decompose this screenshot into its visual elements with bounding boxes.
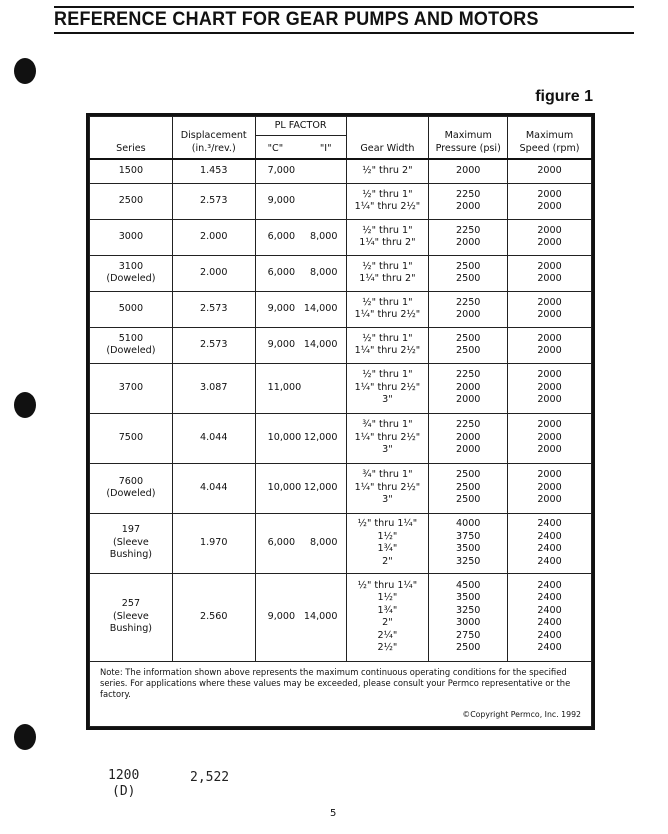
cell-pl-i: 12,000 (301, 413, 346, 463)
cell-displacement: 3.087 (172, 363, 255, 413)
cell-gear-width-line: 2" (382, 617, 393, 628)
cell-series (90, 573, 173, 661)
cell-max-pressure-line: 2250 (455, 296, 481, 308)
cell-max-pressure-line: 2000 (455, 201, 481, 212)
header-pressure-line2: Pressure (psi) (435, 142, 501, 154)
header-pl-c: "C" (255, 136, 300, 160)
cell-max-pressure (429, 573, 508, 661)
cell-series-line: 7600 (118, 475, 144, 487)
table-row (90, 513, 592, 573)
cell-gear-width (346, 363, 429, 413)
cell-gear-width (346, 573, 429, 661)
cell-gear-width-line: 1¾" (377, 604, 398, 616)
cell-max-speed-line: 2400 (537, 530, 562, 542)
cell-series-line: 3100 (118, 260, 144, 272)
title-rule-bottom (54, 32, 634, 34)
cell-max-speed (508, 413, 592, 463)
cell-pl-c: 9,000 (255, 573, 300, 661)
table-row (90, 183, 592, 219)
binder-hole-icon (14, 724, 36, 750)
note-text: Note: The information shown above represents the maximum continuous operating conditions for the specified series. For applications where these values may be exceeded, please consult your Permco representative or the factory. (100, 666, 571, 699)
cell-max-pressure-line: 4000 (455, 518, 481, 529)
table-row (90, 463, 592, 513)
cell-gear-width (346, 183, 429, 219)
cell-displacement: 2.573 (172, 183, 255, 219)
cell-max-speed-line: 2000 (537, 260, 562, 272)
cell-series-line: (Doweled) (106, 273, 156, 284)
cell-max-pressure-line: 2250 (455, 369, 481, 381)
page-title: REFERENCE CHART FOR GEAR PUMPS AND MOTORS (54, 8, 539, 30)
cell-gear-width-line: 2½" (377, 642, 398, 653)
cell-pl-i: 14,000 (301, 327, 346, 363)
cell-gear-width-line: 1¼" thru 2½" (354, 481, 421, 493)
cell-gear-width-line: ¾" thru 1" (362, 469, 413, 481)
cell-gear-width-line: ½" thru 1" (362, 296, 413, 308)
cell-max-speed-line: 2400 (537, 629, 562, 641)
header-series: Series (90, 117, 173, 160)
cell-series-line: 2500 (118, 194, 144, 206)
cell-series (90, 219, 173, 255)
cell-max-speed-line: 2400 (537, 642, 562, 653)
cell-pl-c: 7,000 (255, 159, 300, 183)
cell-max-pressure-line: 4500 (455, 579, 481, 591)
cell-pl-i: 8,000 (301, 255, 346, 291)
cell-max-pressure-line: 2000 (455, 431, 481, 443)
cell-series-line: 197 (121, 524, 141, 536)
cell-max-speed-line: 2000 (537, 309, 562, 320)
cell-max-speed-line: 2400 (537, 604, 562, 616)
cell-max-speed-line: 2000 (537, 469, 562, 481)
cell-gear-width-line: 3" (382, 494, 393, 506)
cell-series (90, 463, 173, 513)
cell-series (90, 159, 173, 183)
cell-max-pressure (429, 513, 508, 573)
cell-max-speed (508, 183, 592, 219)
cell-gear-width (346, 463, 429, 513)
cell-max-speed (508, 219, 592, 255)
cell-series-line: 257 (121, 598, 141, 610)
cell-gear-width-line: 1¼" thru 2" (359, 273, 416, 284)
cell-max-pressure (429, 363, 508, 413)
cell-max-speed-line: 2000 (537, 381, 562, 393)
cell-max-speed-line: 2000 (537, 394, 562, 406)
cell-pl-i: 8,000 (301, 219, 346, 255)
reference-table (86, 113, 595, 730)
cell-max-speed-line: 2000 (537, 419, 562, 431)
cell-series-line: Bushing) (109, 549, 153, 561)
cell-max-speed-line: 2000 (537, 273, 562, 284)
cell-max-speed-line: 2000 (537, 345, 562, 356)
cell-displacement: 2.573 (172, 291, 255, 327)
cell-pl-c: 9,000 (255, 291, 300, 327)
table-row (90, 327, 592, 363)
header-pl-i: "I" (301, 136, 346, 160)
cell-series (90, 327, 173, 363)
cell-gear-width-line: 1¼" thru 2½" (354, 345, 421, 356)
cell-series-line: 7500 (118, 431, 144, 443)
cell-displacement: 4.044 (172, 463, 255, 513)
cell-gear-width-line: 1¼" thru 2½" (354, 381, 421, 393)
cell-max-pressure (429, 183, 508, 219)
cell-gear-width-line: 1½" (377, 530, 398, 542)
cell-pl-i (301, 183, 346, 219)
cell-pl-c: 6,000 (255, 255, 300, 291)
cell-series-line: 5100 (118, 332, 144, 344)
cell-gear-width (346, 255, 429, 291)
cell-gear-width (346, 219, 429, 255)
cell-series-line: 5000 (118, 302, 144, 314)
cell-gear-width-line: 2" (382, 555, 393, 567)
cell-pl-c: 6,000 (255, 219, 300, 255)
header-pl-factor: PL FACTOR (255, 117, 346, 136)
cell-max-pressure (429, 159, 508, 183)
cell-max-speed (508, 573, 592, 661)
cell-max-speed (508, 291, 592, 327)
cell-max-pressure-line: 2500 (455, 273, 481, 284)
cell-gear-width-line: 2¼" (377, 629, 398, 641)
cell-series (90, 291, 173, 327)
cell-gear-width-line: ½" thru 1" (362, 369, 413, 381)
table-row (90, 159, 592, 183)
cell-pl-i (301, 363, 346, 413)
cell-max-speed (508, 159, 592, 183)
cell-gear-width (346, 327, 429, 363)
cell-gear-width-line: 1¼" thru 2" (359, 237, 416, 248)
cell-pl-i: 8,000 (301, 513, 346, 573)
cell-max-pressure-line: 2000 (455, 165, 481, 176)
header-speed-line2: Speed (rpm) (519, 142, 580, 154)
cell-max-speed-line: 2000 (537, 431, 562, 443)
cell-max-speed-line: 2000 (537, 201, 562, 212)
cell-max-pressure (429, 463, 508, 513)
cell-series-line: (Sleeve (112, 610, 149, 622)
cell-max-speed (508, 513, 592, 573)
cell-gear-width-line: ½" thru 2" (362, 165, 413, 176)
cell-max-speed-line: 2000 (537, 165, 562, 176)
cell-gear-width-line: 1¼" thru 2½" (354, 201, 421, 212)
cell-max-pressure-line: 2250 (455, 188, 481, 200)
cell-max-pressure (429, 327, 508, 363)
header-gear-width: Gear Width (346, 117, 429, 160)
cell-gear-width (346, 291, 429, 327)
cell-displacement: 1.970 (172, 513, 255, 573)
cell-max-pressure-line: 3000 (455, 617, 481, 628)
header-displacement-line1: Displacement (180, 130, 247, 141)
cell-max-pressure-line: 2500 (455, 481, 481, 493)
cell-max-pressure (429, 255, 508, 291)
cell-max-speed-line: 2000 (537, 369, 562, 381)
cell-pl-c: 10,000 (255, 463, 300, 513)
cell-gear-width (346, 413, 429, 463)
cell-pl-i: 14,000 (301, 573, 346, 661)
cell-gear-width-line: ½" thru 1" (362, 188, 413, 200)
cell-gear-width (346, 159, 429, 183)
cell-gear-width-line: 1¼" thru 2½" (354, 309, 421, 320)
cell-series (90, 363, 173, 413)
cell-max-speed (508, 363, 592, 413)
header-displacement (172, 117, 255, 160)
table-row (90, 255, 592, 291)
cell-pl-c: 10,000 (255, 413, 300, 463)
cell-max-speed-line: 2400 (537, 543, 562, 554)
header-pressure-line1: Maximum (444, 130, 492, 141)
cell-max-pressure-line: 2750 (455, 629, 481, 641)
cell-pl-c: 6,000 (255, 513, 300, 573)
cell-gear-width-line: ½" thru 1" (362, 224, 413, 236)
table-row (90, 291, 592, 327)
header-max-speed (508, 117, 592, 160)
table-row (90, 573, 592, 661)
cell-gear-width-line: ¾" thru 1" (362, 419, 413, 431)
cell-series (90, 183, 173, 219)
cell-pl-i: 14,000 (301, 291, 346, 327)
cell-max-speed-line: 2400 (537, 518, 562, 529)
table-row (90, 219, 592, 255)
cell-gear-width-line: 1½" (377, 592, 398, 603)
table-row (90, 363, 592, 413)
binder-hole-icon (14, 58, 36, 84)
cell-max-speed-line: 2400 (537, 555, 562, 567)
cell-max-pressure-line: 2000 (455, 444, 481, 456)
cell-series-line: 3700 (118, 381, 144, 393)
cell-max-pressure-line: 2500 (455, 332, 481, 344)
handwritten-series: 1200 (108, 768, 140, 783)
handwritten-doweled: (D) (112, 784, 136, 799)
cell-series-line: (Doweled) (106, 488, 156, 499)
cell-max-pressure-line: 3250 (455, 555, 481, 567)
cell-gear-width-line: ½" thru 1¼" (357, 518, 418, 529)
cell-max-pressure-line: 2000 (455, 237, 481, 248)
cell-series-line: (Doweled) (106, 345, 156, 356)
cell-max-pressure-line: 2500 (455, 260, 481, 272)
cell-gear-width-line: 1¾" (377, 543, 398, 554)
cell-max-pressure-line: 3250 (455, 604, 481, 616)
cell-gear-width-line: 1¼" thru 2½" (354, 431, 421, 443)
binder-hole-icon (14, 392, 36, 418)
cell-displacement: 2.560 (172, 573, 255, 661)
cell-series-line: 1500 (118, 165, 144, 176)
header-displacement-line2: (in.³/rev.) (191, 142, 236, 154)
cell-pl-c: 11,000 (255, 363, 300, 413)
cell-max-pressure-line: 2500 (455, 494, 481, 506)
table-row (90, 413, 592, 463)
cell-max-pressure-line: 2000 (455, 394, 481, 406)
cell-max-speed-line: 2400 (537, 592, 562, 603)
cell-max-pressure-line: 2500 (455, 642, 481, 653)
cell-max-speed-line: 2000 (537, 494, 562, 506)
cell-pl-c: 9,000 (255, 327, 300, 363)
cell-series-line: Bushing) (109, 623, 153, 635)
figure-label: figure 1 (535, 88, 593, 105)
cell-max-pressure-line: 2000 (455, 381, 481, 393)
cell-max-pressure-line: 3500 (455, 543, 481, 554)
cell-max-speed-line: 2000 (537, 332, 562, 344)
note-cell (90, 661, 592, 726)
cell-series (90, 255, 173, 291)
cell-max-speed-line: 2000 (537, 296, 562, 308)
cell-max-pressure (429, 413, 508, 463)
cell-max-speed-line: 2000 (537, 188, 562, 200)
cell-max-speed (508, 255, 592, 291)
cell-max-pressure-line: 3500 (455, 592, 481, 603)
cell-max-pressure-line: 2500 (455, 345, 481, 356)
cell-displacement: 2.573 (172, 327, 255, 363)
cell-max-pressure (429, 291, 508, 327)
cell-pl-i (301, 159, 346, 183)
page-number: 5 (330, 808, 337, 819)
cell-max-pressure-line: 3750 (455, 530, 481, 542)
cell-gear-width-line: 3" (382, 394, 393, 406)
cell-max-speed-line: 2000 (537, 481, 562, 493)
cell-max-pressure-line: 2250 (455, 419, 481, 431)
cell-gear-width-line: ½" thru 1¼" (357, 579, 418, 591)
cell-max-speed-line: 2000 (537, 237, 562, 248)
cell-max-speed-line: 2400 (537, 579, 562, 591)
cell-max-pressure-line: 2000 (455, 309, 481, 320)
cell-displacement: 2.000 (172, 255, 255, 291)
cell-max-speed (508, 463, 592, 513)
cell-series-line: (Sleeve (112, 536, 149, 548)
cell-max-pressure (429, 219, 508, 255)
copyright-text: ©Copyright Permco, Inc. 1992 (462, 709, 581, 719)
cell-max-speed-line: 2000 (537, 224, 562, 236)
header-speed-line1: Maximum (525, 130, 574, 141)
cell-gear-width-line: ½" thru 1" (362, 332, 413, 344)
cell-max-speed-line: 2400 (537, 617, 562, 628)
header-max-pressure (429, 117, 508, 160)
cell-series-line: 3000 (118, 230, 144, 242)
cell-displacement: 4.044 (172, 413, 255, 463)
cell-series (90, 413, 173, 463)
cell-displacement: 1.453 (172, 159, 255, 183)
cell-gear-width-line: ½" thru 1" (362, 260, 413, 272)
cell-displacement: 2.000 (172, 219, 255, 255)
cell-max-pressure-line: 2250 (455, 224, 481, 236)
cell-max-speed (508, 327, 592, 363)
cell-gear-width (346, 513, 429, 573)
cell-gear-width-line: 3" (382, 444, 393, 456)
cell-pl-c: 9,000 (255, 183, 300, 219)
cell-max-speed-line: 2000 (537, 444, 562, 456)
handwritten-displacement: 2,522 (190, 770, 230, 785)
cell-series (90, 513, 173, 573)
cell-max-pressure-line: 2500 (455, 469, 481, 481)
cell-pl-i: 12,000 (301, 463, 346, 513)
